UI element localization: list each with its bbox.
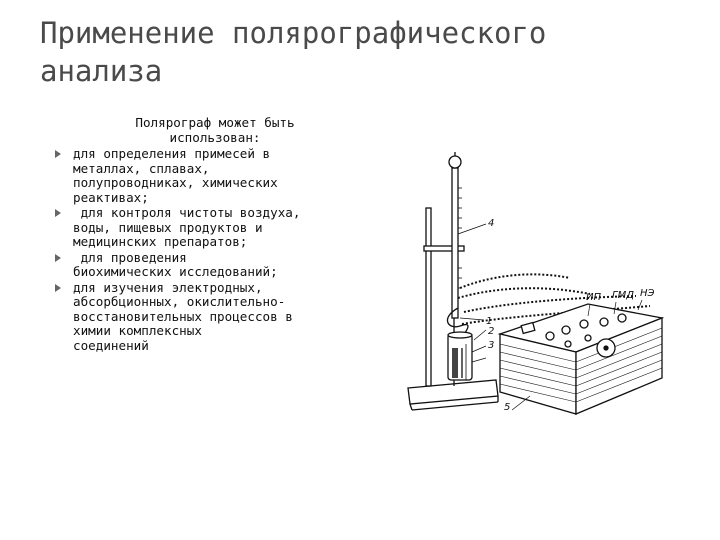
content-text: [55, 116, 355, 354]
label-2: 2: [488, 326, 495, 337]
bullet-line: соединений: [73, 337, 149, 353]
stand-rod: [426, 208, 431, 386]
electrolytic-cell: [448, 334, 472, 380]
bullet-line: медицинских препаратов;: [73, 234, 248, 249]
label-3: 3: [488, 340, 495, 351]
bullet-line: для проведения: [73, 249, 187, 265]
bullet-line: абсорбционных, окислительно-: [73, 294, 286, 309]
bullet-arrow-icon: [55, 150, 61, 158]
bullet-line: химии комплексных: [73, 323, 202, 338]
stand-base: [408, 380, 498, 404]
polarograph-drawing: [400, 148, 668, 434]
slide-title: [40, 14, 700, 90]
polarograph-illustration: [400, 148, 668, 434]
bullet-item: [55, 251, 355, 280]
bullet-line: металлах, сплавах,: [73, 160, 210, 176]
bullet-line: для изучения электродных,: [73, 279, 263, 295]
bullet-list: [55, 147, 355, 353]
bullet-line: восстановительных процессов в: [73, 308, 293, 324]
bullet-item: [55, 281, 355, 354]
bullet-line: для контроля чистоты воздуха,: [73, 205, 301, 220]
label-gmd: ГМД: [612, 290, 635, 301]
label-1: 1: [486, 316, 493, 327]
title-line-1: Применение полярографического: [40, 16, 547, 50]
label-ip: ИП: [586, 292, 601, 303]
title-line-2: анализа: [40, 54, 163, 88]
label-4: 4: [488, 218, 495, 229]
bullet-line: полупроводниках, химических: [73, 175, 278, 190]
bullet-arrow-icon: [55, 209, 61, 217]
bullet-line: для определения примесей в: [73, 146, 271, 161]
intro-line-1: Полярограф может быть: [135, 115, 295, 130]
mercury-reservoir-tube: [452, 168, 458, 318]
bullet-item: [55, 206, 355, 250]
bullet-line: биохимических исследований;: [73, 264, 278, 279]
bullet-arrow-icon: [55, 254, 61, 262]
bullet-line: воды, пищевых продуктов и: [73, 219, 263, 235]
label-5: 5: [504, 402, 511, 413]
label-nz: НЭ: [640, 288, 655, 299]
bullet-arrow-icon: [55, 284, 61, 292]
intro-line-2: использован:: [169, 129, 261, 145]
bullet-item: [55, 147, 355, 205]
intro-text: [55, 116, 355, 145]
bullet-line: реактивах;: [73, 189, 149, 205]
